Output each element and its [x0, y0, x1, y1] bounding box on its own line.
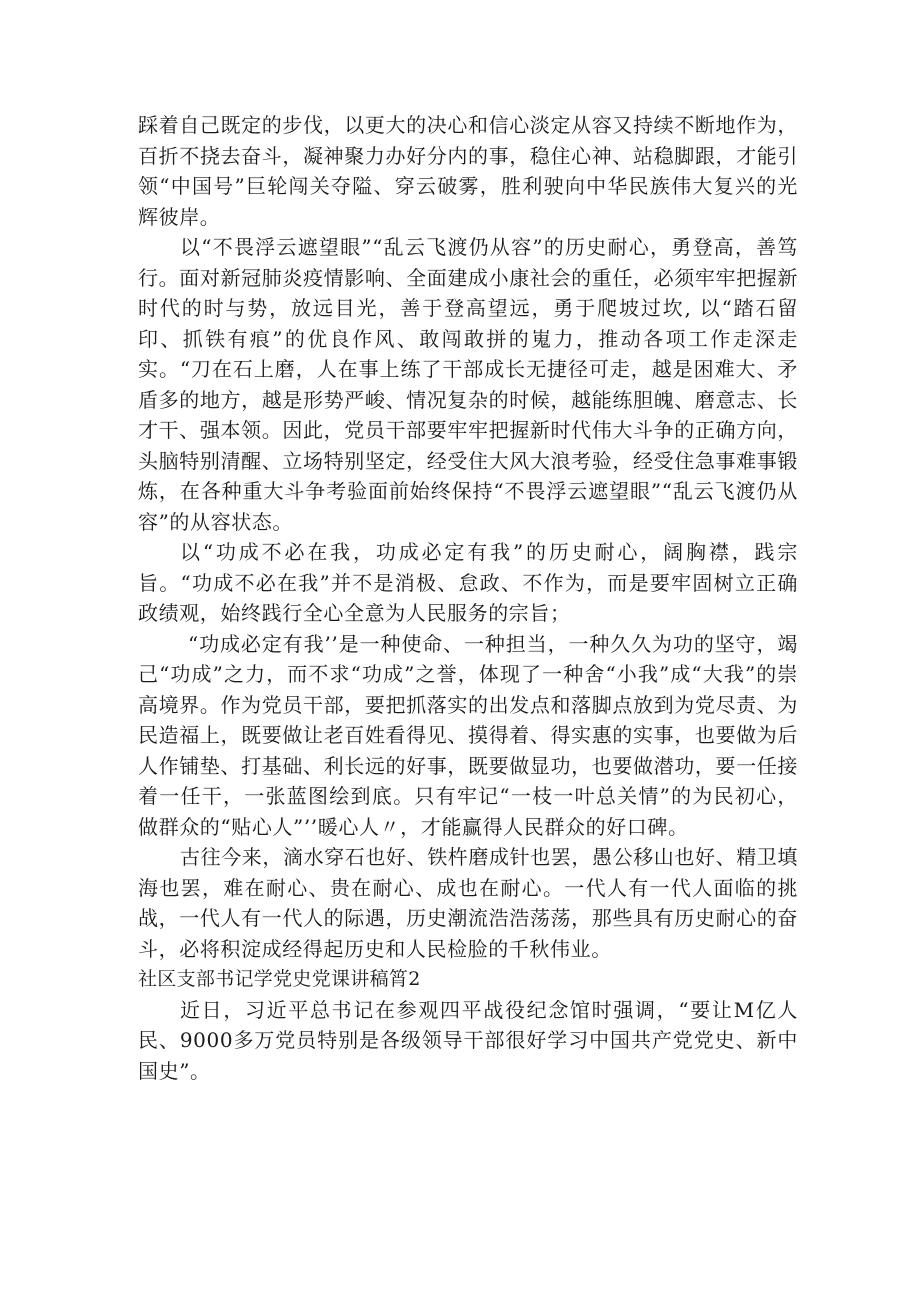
paragraph-4: “功成必定有我’’是一种使命、一种担当，一种久久为功的坚守，竭己“功成”之力，而不求“功成”之誉，体现了一种舍“小我”成“大我”的崇高境界。作为党员干部，要把抓落实的出发点和落脚点放到为党尽责、为民造福上，既要做让老百姓看得见、摸得着、得实惠的实事，也要做为后人作铺垫、打基础、利长远的好事，既要做显功，也要做潜功，要一任接着一任干，一张蓝图绘到底。只有牢记“一枝一叶总关情”的为民初心，做群众的“贴心人”’’暖心人〃，才能赢得人民群众的好口碑。 [138, 631, 798, 839]
paragraph-1: 踩着自己既定的步伐，以更大的决心和信心淡定从容又持续不断地作为，百折不挠去奋斗，凝神聚力办好分内的事，稳住心神、站稳脚跟，才能引领“中国号”巨轮闯关夺隘、穿云破雾，胜利驶向中华民族伟大复兴的光辉彼岸。 [138, 113, 798, 229]
paragraph-5: 古往今来，滴水穿石也好、铁杵磨成针也罢，愚公移山也好、精卫填海也罢，难在耐心、贵在耐心、成也在耐心。一代人有一代人面临的挑战，一代人有一代人的际遇，历史潮流浩浩荡荡，那些具有历史耐心的奋斗，必将积淀成经得起历史和人民检脸的千秋伟业。 [138, 845, 798, 961]
section-heading: 社区支部书记学党史党课讲稿筲2 [138, 968, 421, 990]
paragraph-3: 以“功成不必在我，功成必定有我”的历史耐心，阔胸襟，践宗旨。“功成不必在我”并不是消极、怠政、不作为，而是要牢固树立正确政绩观，始终践行全心全意为人民服务的宗旨； [138, 540, 798, 625]
document-body [138, 110, 798, 1086]
paragraph-6: 近日，习近平总书记在参观四平战役纪念馆时强调，“要让M亿人民、9000多万党员特别是各级领导干部很好学习中国共产党党史、新中国史”。 [138, 997, 798, 1083]
paragraph-2: 以“不畏浮云遮望眼”“乱云飞渡仍从容”的历史耐心，勇登高，善笃行。面对新冠肺炎疫情影响、全面建成小康社会的重任，必须牢牢把握新时代的时与势，放远目光，善于登高望远，勇于爬坡过坎, 以“踏石留印、抓铁有痕”的优良作风、敢闯敢拼的嵬力，推动各项工作走深走实。“刀在石上磨，人在事上练了干部成长无捷径可走，越是困难大、矛盾多的地方，越是形势严峻、情况复杂的时候，越能练胆魄、磨意志、长才干、强本领。因此，党员干部要牢牢把握新时代伟大斗争的正确方向，头脑特别清醒、立场特别坚定，经受住大风大浪考验，经受住急事难事锻炼，在各种重大斗争考验面前始终保持“不畏浮云遮望眼”“乱云飞渡仍从容”的从容状态。 [138, 235, 798, 534]
